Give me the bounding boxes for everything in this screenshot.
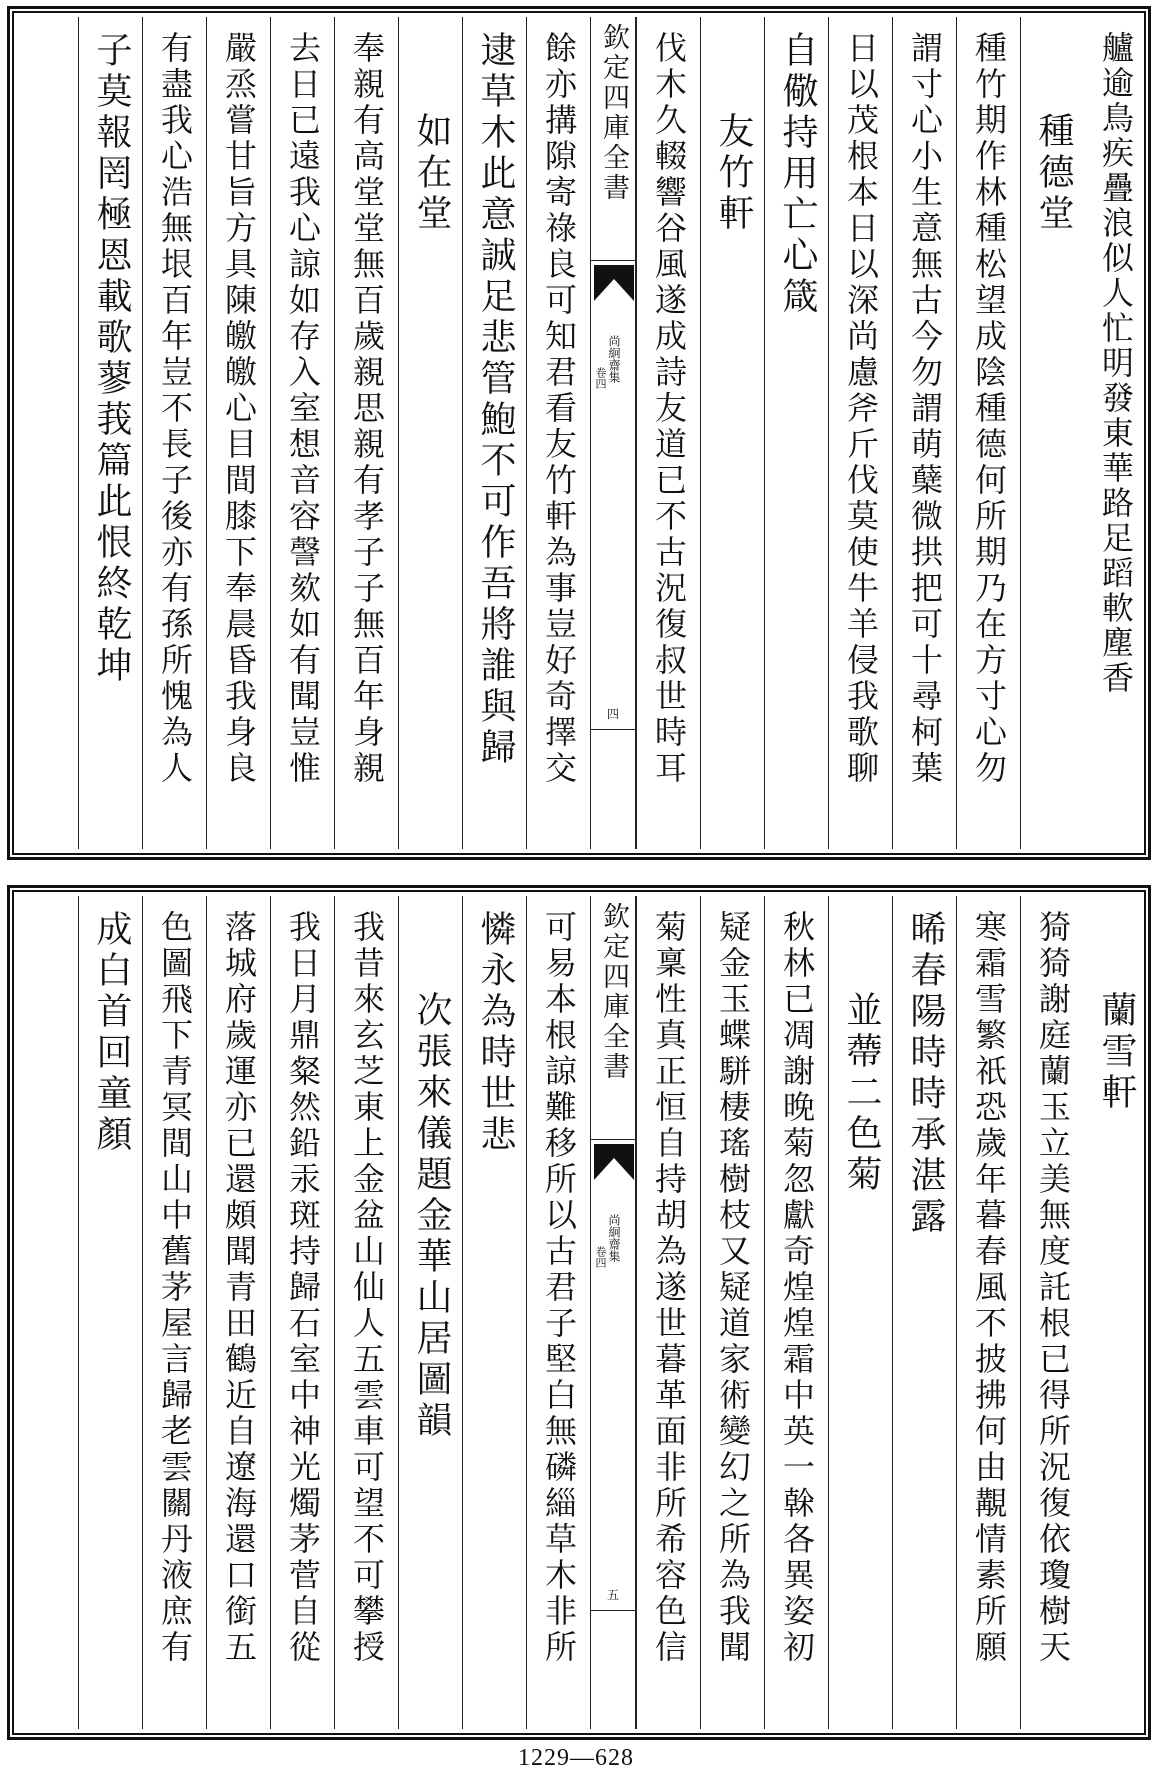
text-column [764,17,828,849]
column-text: 我日月鼎粲然鉛汞斑持歸石室中神光燭茅菅自從 [284,910,322,1666]
column-text: 成白首回童顏 [91,910,132,1156]
text-column [398,17,462,849]
text-column [828,17,892,849]
gutter-page: 五 [606,1588,619,1602]
text-column [462,896,526,1729]
column-text: 晞春陽時時承湛露 [905,910,946,1238]
text-column [700,17,764,849]
column-text: 菊稟性真正恒自持胡為遂世暮革面非所希容色信 [650,910,688,1666]
text-column [700,896,764,1729]
top-page-frame [7,6,1151,860]
text-column [636,896,700,1729]
column-text: 寒霜雪繁祇恐歲年暮春風不披拂何由覯情素所願 [970,910,1008,1666]
gutter-book-name: 尚絅齋集 [607,1214,621,1262]
column-text: 謂寸心小生意無古今勿謂萌蘖微拱把可十尋柯葉 [906,31,944,787]
column-text: 色圖飛下青冥間山中舊茅屋言歸老雲關丹液庶有 [156,910,194,1666]
text-column [526,896,590,1729]
text-column [892,896,956,1729]
text-column [78,896,142,1729]
gutter-title: 欽定四庫全書 [598,902,629,1082]
gutter-page: 四 [606,707,619,721]
text-column [764,896,828,1729]
text-column [398,896,462,1729]
gutter-rule [591,729,635,730]
column-text: 有盡我心浩無垠百年豈不長子後亦有孫所愧為人 [156,31,194,787]
text-column [334,896,398,1729]
gutter-volume: 卷四 [594,1246,607,1268]
center-gutter [590,17,636,849]
column-text: 猗猗謝庭蘭玉立美無度託根已得所況復依瓊樹天 [1034,910,1072,1666]
text-column [462,17,526,849]
text-column [1020,17,1084,849]
text-column [334,17,398,849]
text-column [78,17,142,849]
gutter-title: 欽定四庫全書 [598,23,629,203]
gutter-rule [591,1139,635,1140]
gutter-rule [591,1610,635,1611]
column-text: 落城府歲運亦已還頗聞青田鶴近自遼海還口銜五 [220,910,258,1666]
text-column [1020,896,1084,1729]
gutter-volume: 卷四 [594,367,607,389]
text-column [206,17,270,849]
column-text: 秋林已凋謝晚菊忽獻奇煌煌霜中英一榦各異姿初 [778,910,816,1666]
section-heading: 種德堂 [1033,112,1074,235]
section-heading: 次張來儀題金華山居圖韻 [411,991,452,1442]
fish-tail-mark [594,1144,634,1184]
column-text: 自儆持用亡心箴 [777,31,818,318]
gutter-book-name: 尚絅齋集 [607,335,621,383]
page-number: 1229—628 [518,1745,634,1771]
column-text: 種竹期作林種松望成陰種德何所期乃在方寸心勿 [970,31,1008,787]
text-column [270,896,334,1729]
section-heading: 並蔕二色菊 [841,991,882,1196]
text-column [892,17,956,849]
text-column [142,896,206,1729]
center-gutter [590,896,636,1729]
text-column [636,17,700,849]
column-text: 艫逾鳥疾疊浪似人忙明發東華路足蹈軟塵香 [1097,31,1135,696]
text-column [142,17,206,849]
text-column [1084,896,1148,1729]
fish-tail-mark [594,265,634,305]
column-text: 奉親有高堂堂無百歲親思親有孝子子無百年身親 [348,31,386,787]
text-column [526,17,590,849]
column-text: 子莫報罔極恩載歌蓼莪篇此恨終乾坤 [91,31,132,687]
section-heading: 友竹軒 [713,112,754,235]
column-text: 我昔來玄芝東上金盆山仙人五雲車可望不可攀授 [348,910,386,1666]
section-heading: 如在堂 [411,112,452,235]
text-column [270,17,334,849]
column-text: 嚴烝嘗甘旨方具陳皦皦心目間膝下奉晨昏我身良 [220,31,258,787]
bottom-page-frame [7,885,1151,1740]
column-text: 疑金玉蝶駢棲瑤樹枝又疑道家術變幻之所為我聞 [714,910,752,1666]
column-text: 逮草木此意誠足悲管鮑不可作吾將誰與歸 [475,31,516,769]
column-text: 憐永為時世悲 [475,910,516,1156]
text-column [1084,17,1148,849]
text-column [206,896,270,1729]
text-column [828,896,892,1729]
gutter-rule [591,260,635,261]
text-column [956,17,1020,849]
column-text: 餘亦搆隙寄祿良可知君看友竹軒為事豈好奇擇交 [540,31,578,787]
text-column [956,896,1020,1729]
column-text: 日以茂根本日以深尚慮斧斤伐莫使牛羊侵我歌聊 [842,31,880,787]
column-text: 去日已遠我心諒如存入室想音容謦欬如有聞豈惟 [284,31,322,787]
section-heading: 蘭雪軒 [1096,991,1137,1114]
column-text: 可易本根諒難移所以古君子堅白無磷緇草木非所 [540,910,578,1666]
column-text: 伐木久輟響谷風遂成詩友道已不古況復叔世時耳 [650,31,688,787]
